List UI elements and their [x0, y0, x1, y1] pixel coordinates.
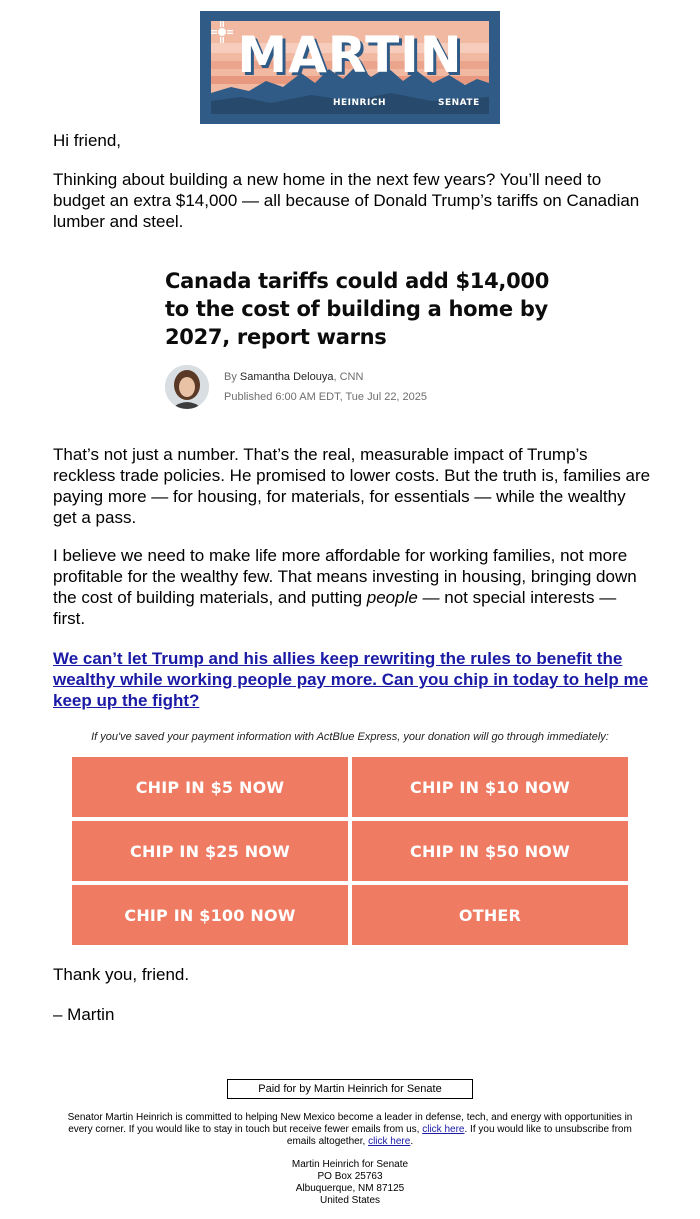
logo-right-word: SENATE	[438, 98, 480, 108]
unsubscribe-link[interactable]: click here	[368, 1136, 411, 1147]
address-line-1: Martin Heinrich for Senate	[291, 1159, 409, 1170]
article-headline: Canada tariffs could add $14,000 to the cost of building a home by 2027, report warns	[165, 269, 550, 349]
address-line-4: United States	[319, 1195, 381, 1206]
signoff: – Martin	[53, 1005, 115, 1024]
donate-cta-link[interactable]: We can’t let Trump and his allies keep rewriting the rules to benefit the wealthy while working people pay more. Can you chip in today to help me keep up the fight?	[53, 649, 649, 710]
news-article-card[interactable]	[165, 267, 565, 403]
footer-text-b: . If you would like to unsubscribe from emails altogether,	[286, 1124, 632, 1147]
chip-in-100-button[interactable]: CHIP IN $100 NOW	[72, 885, 348, 945]
donation-buttons	[72, 757, 628, 945]
paid-for-box: Paid for by Martin Heinrich for Senate	[227, 1079, 473, 1099]
byline-outlet: , CNN	[333, 371, 364, 383]
author-photo	[165, 365, 209, 409]
chip-in-25-button[interactable]: CHIP IN $25 NOW	[72, 821, 348, 881]
body-paragraph-3	[53, 545, 653, 629]
published-date: Published 6:00 AM EDT, Tue Jul 22, 2025	[224, 391, 428, 403]
address-line-3: Albuquerque, NM 87125	[295, 1183, 405, 1194]
footer-text-c: .	[410, 1136, 414, 1147]
other-amount-button[interactable]: OTHER	[352, 885, 628, 945]
logo-left-word: HEINRICH	[333, 98, 386, 108]
greeting: Hi friend,	[53, 131, 122, 150]
body-paragraph-2: That’s not just a number. That’s the real, measurable impact of Trump’s reckless trade policies. He promised to lower costs. But the truth is, families are paying more — for housing, for materials, for essentials — while the wealthy get a pass.	[53, 445, 651, 527]
chip-in-10-button[interactable]: CHIP IN $10 NOW	[352, 757, 628, 817]
fewer-emails-link[interactable]: click here	[422, 1124, 465, 1135]
chip-in-50-button[interactable]: CHIP IN $50 NOW	[352, 821, 628, 881]
campaign-logo	[200, 11, 500, 124]
article-byline	[165, 365, 565, 411]
zia-sun-icon	[211, 21, 233, 43]
author-name: Samantha Delouya	[239, 371, 334, 383]
address-line-2: PO Box 25763	[317, 1171, 383, 1182]
body3-emphasis: people	[366, 588, 418, 607]
byline-author-line	[224, 371, 363, 383]
byline-prefix: By	[224, 371, 240, 383]
body3-text-a: I believe we need to make life more affordable for working families, not more profitable for the wealthy few. That means investing in housing, bringing down the cost of building materials, and putting	[53, 546, 637, 607]
author-avatar	[165, 365, 209, 409]
footer-text-a: Senator Martin Heinrich is committed to helping New Mexico become a leader in defense, tech, and energy with opportunities in every corner. If you would like to stay in touch but receive fewer emails from us,	[67, 1112, 633, 1135]
footer-text	[55, 1112, 645, 1148]
thanks-line: Thank you, friend.	[53, 965, 190, 984]
body3-text-b: — not special interests — first.	[53, 588, 617, 628]
mailing-address	[0, 1159, 700, 1207]
logo-banner	[211, 21, 489, 114]
logo-name: MARTIN	[237, 26, 463, 84]
intro-paragraph: Thinking about building a new home in the next few years? You’ll need to budget an extra $14,000 — all because of Donald Trump’s tariffs on Canadian lumber and steel.	[53, 170, 640, 231]
chip-in-5-button[interactable]: CHIP IN $5 NOW	[72, 757, 348, 817]
actblue-note: If you've saved your payment information with ActBlue Express, your donation will go through immediately:	[91, 731, 609, 743]
